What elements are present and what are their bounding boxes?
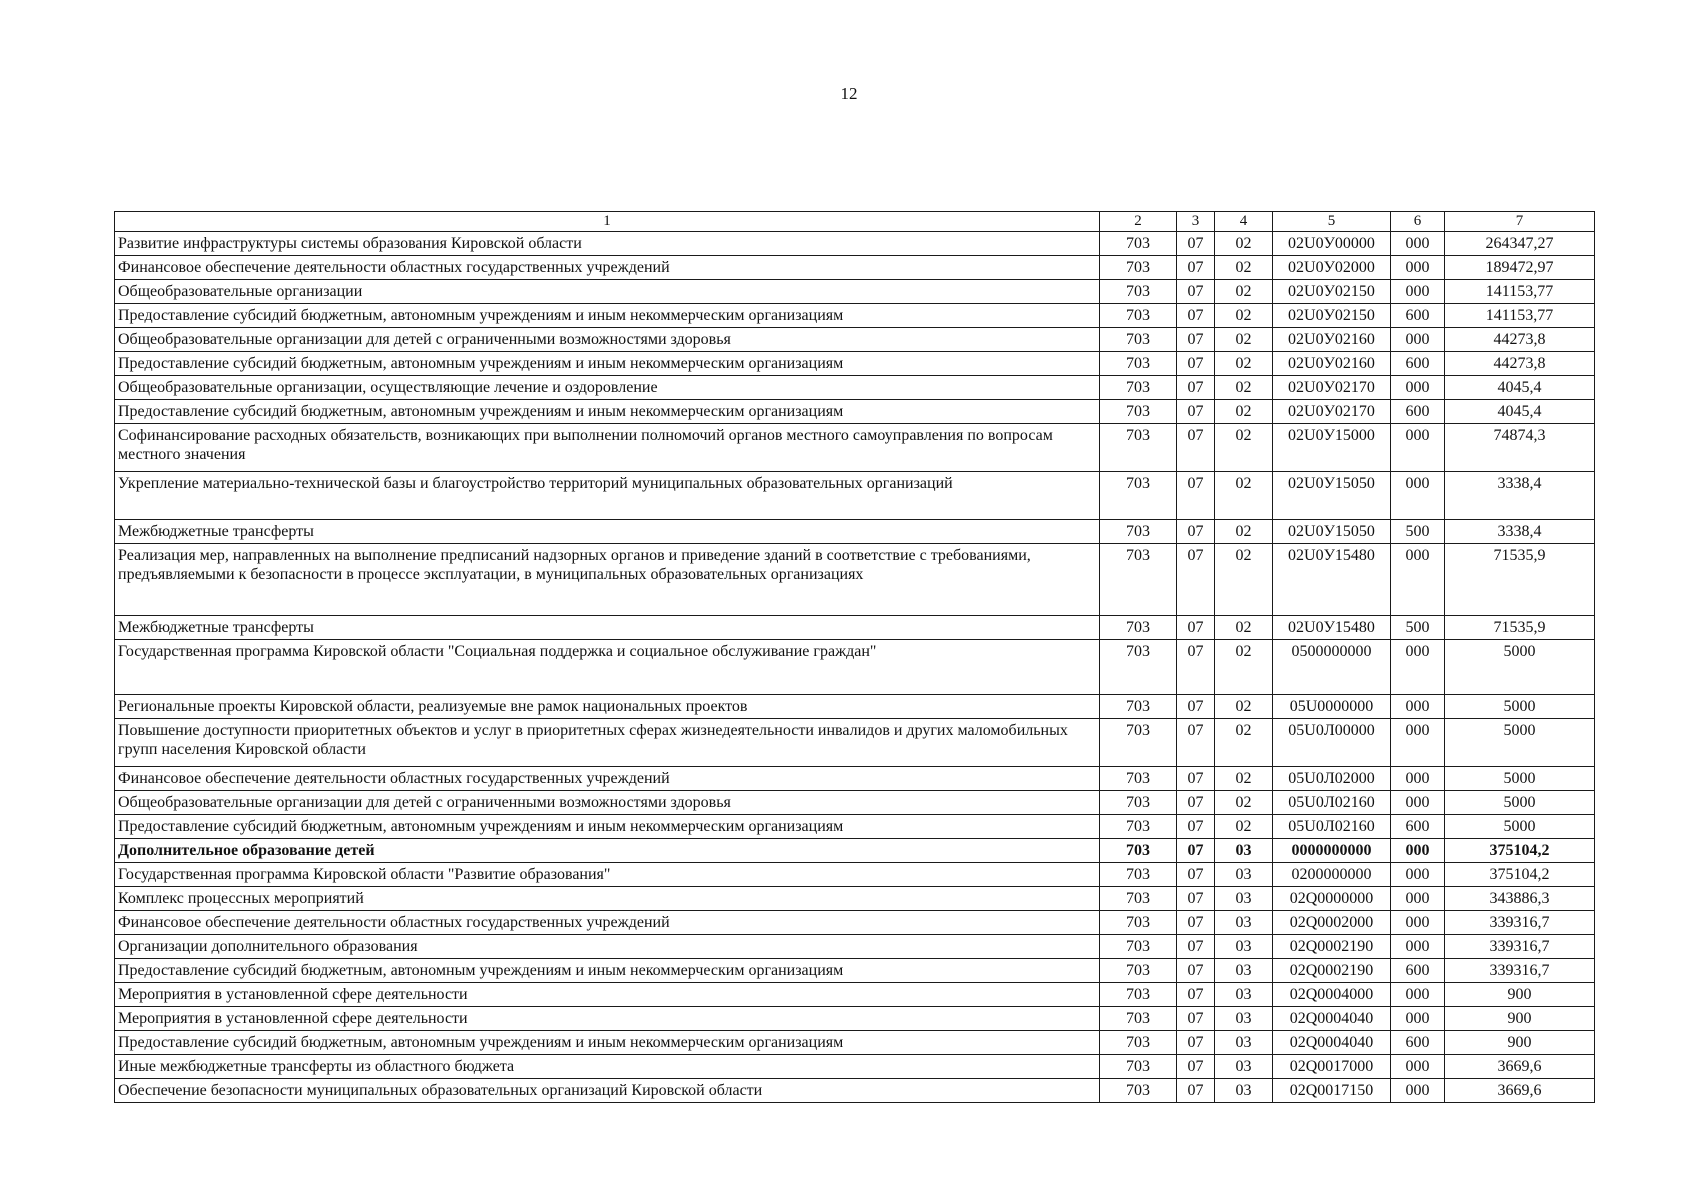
chapter-code-cell: 703 (1100, 1007, 1177, 1031)
expense-type-code-cell: 000 (1391, 1055, 1445, 1079)
subsection-code-cell: 02 (1215, 232, 1273, 256)
row-name-cell: Предоставление субсидий бюджетным, автономным учреждениям и иным некоммерческим организациям (115, 304, 1100, 328)
section-code-cell: 07 (1177, 983, 1215, 1007)
expense-type-code-cell: 600 (1391, 959, 1445, 983)
chapter-code-cell: 703 (1100, 863, 1177, 887)
expense-type-code-cell: 000 (1391, 695, 1445, 719)
amount-cell: 44273,8 (1445, 352, 1595, 376)
subsection-code-cell: 02 (1215, 304, 1273, 328)
table-row (115, 544, 1595, 616)
subsection-code-cell: 02 (1215, 352, 1273, 376)
chapter-code-cell: 703 (1100, 424, 1177, 472)
row-name-cell: Общеобразовательные организации, осуществляющие лечение и оздоровление (115, 376, 1100, 400)
amount-cell: 4045,4 (1445, 400, 1595, 424)
subsection-code-cell: 02 (1215, 328, 1273, 352)
subsection-code-cell: 03 (1215, 839, 1273, 863)
amount-cell: 900 (1445, 983, 1595, 1007)
target-article-code-cell: 0500000000 (1273, 640, 1391, 695)
column-header: 2 (1100, 212, 1177, 232)
section-code-cell: 07 (1177, 863, 1215, 887)
row-name-cell: Повышение доступности приоритетных объектов и услуг в приоритетных сферах жизнедеятельности инвалидов и других маломобильных групп населения Кировской области (115, 719, 1100, 767)
table-row (115, 839, 1595, 863)
target-article-code-cell: 05U0Л02160 (1273, 791, 1391, 815)
amount-cell: 5000 (1445, 791, 1595, 815)
expense-type-code-cell: 000 (1391, 983, 1445, 1007)
chapter-code-cell: 703 (1100, 616, 1177, 640)
row-name-cell: Общеобразовательные организации для детей с ограниченными возможностями здоровья (115, 328, 1100, 352)
section-code-cell: 07 (1177, 767, 1215, 791)
amount-cell: 375104,2 (1445, 839, 1595, 863)
section-code-cell: 07 (1177, 376, 1215, 400)
target-article-code-cell: 0200000000 (1273, 863, 1391, 887)
amount-cell: 74874,3 (1445, 424, 1595, 472)
chapter-code-cell: 703 (1100, 544, 1177, 616)
amount-cell: 4045,4 (1445, 376, 1595, 400)
table-row (115, 640, 1595, 695)
expense-type-code-cell: 000 (1391, 280, 1445, 304)
chapter-code-cell: 703 (1100, 1031, 1177, 1055)
amount-cell: 71535,9 (1445, 544, 1595, 616)
subsection-code-cell: 03 (1215, 983, 1273, 1007)
target-article-code-cell: 02Q0002190 (1273, 959, 1391, 983)
subsection-code-cell: 02 (1215, 472, 1273, 520)
chapter-code-cell: 703 (1100, 256, 1177, 280)
table-row (115, 280, 1595, 304)
chapter-code-cell: 703 (1100, 520, 1177, 544)
subsection-code-cell: 02 (1215, 256, 1273, 280)
target-article-code-cell: 05U0Л02160 (1273, 815, 1391, 839)
chapter-code-cell: 703 (1100, 695, 1177, 719)
table-row (115, 791, 1595, 815)
expense-type-code-cell: 600 (1391, 400, 1445, 424)
section-code-cell: 07 (1177, 520, 1215, 544)
table-row (115, 1031, 1595, 1055)
section-code-cell: 07 (1177, 791, 1215, 815)
section-code-cell: 07 (1177, 695, 1215, 719)
row-name-cell: Общеобразовательные организации для детей с ограниченными возможностями здоровья (115, 791, 1100, 815)
amount-cell: 339316,7 (1445, 911, 1595, 935)
table-row (115, 376, 1595, 400)
row-name-cell: Дополнительное образование детей (115, 839, 1100, 863)
subsection-code-cell: 03 (1215, 887, 1273, 911)
subsection-code-cell: 02 (1215, 616, 1273, 640)
row-name-cell: Предоставление субсидий бюджетным, автономным учреждениям и иным некоммерческим организациям (115, 815, 1100, 839)
table-row (115, 935, 1595, 959)
target-article-code-cell: 02U0У02170 (1273, 376, 1391, 400)
amount-cell: 3338,4 (1445, 520, 1595, 544)
section-code-cell: 07 (1177, 280, 1215, 304)
amount-cell: 900 (1445, 1007, 1595, 1031)
amount-cell: 375104,2 (1445, 863, 1595, 887)
amount-cell: 44273,8 (1445, 328, 1595, 352)
section-code-cell: 07 (1177, 544, 1215, 616)
target-article-code-cell: 02U0У00000 (1273, 232, 1391, 256)
chapter-code-cell: 703 (1100, 1055, 1177, 1079)
expense-type-code-cell: 600 (1391, 352, 1445, 376)
target-article-code-cell: 02Q0017000 (1273, 1055, 1391, 1079)
subsection-code-cell: 03 (1215, 863, 1273, 887)
target-article-code-cell: 02U0У15480 (1273, 544, 1391, 616)
table-row (115, 887, 1595, 911)
target-article-code-cell: 02U0У02150 (1273, 280, 1391, 304)
column-header: 4 (1215, 212, 1273, 232)
subsection-code-cell: 02 (1215, 640, 1273, 695)
target-article-code-cell: 02U0У02000 (1273, 256, 1391, 280)
target-article-code-cell: 02Q0002190 (1273, 935, 1391, 959)
amount-cell: 339316,7 (1445, 935, 1595, 959)
budget-table (114, 211, 1595, 1103)
subsection-code-cell: 03 (1215, 1031, 1273, 1055)
row-name-cell: Реализация мер, направленных на выполнение предписаний надзорных органов и приведение зданий в соответствие с требованиями, предъявляемыми к безопасности в процессе эксплуатации, в муниципальных образовательных организациях (115, 544, 1100, 616)
target-article-code-cell: 02U0У02160 (1273, 328, 1391, 352)
row-name-cell: Финансовое обеспечение деятельности областных государственных учреждений (115, 767, 1100, 791)
column-header: 1 (115, 212, 1100, 232)
column-header: 5 (1273, 212, 1391, 232)
table-row (115, 424, 1595, 472)
subsection-code-cell: 02 (1215, 520, 1273, 544)
chapter-code-cell: 703 (1100, 839, 1177, 863)
section-code-cell: 07 (1177, 640, 1215, 695)
subsection-code-cell: 03 (1215, 911, 1273, 935)
amount-cell: 141153,77 (1445, 304, 1595, 328)
section-code-cell: 07 (1177, 256, 1215, 280)
section-code-cell: 07 (1177, 935, 1215, 959)
amount-cell: 5000 (1445, 815, 1595, 839)
target-article-code-cell: 02U0У15480 (1273, 616, 1391, 640)
table-row (115, 520, 1595, 544)
target-article-code-cell: 05U0Л00000 (1273, 719, 1391, 767)
chapter-code-cell: 703 (1100, 815, 1177, 839)
expense-type-code-cell: 000 (1391, 376, 1445, 400)
expense-type-code-cell: 000 (1391, 839, 1445, 863)
table-row (115, 767, 1595, 791)
chapter-code-cell: 703 (1100, 640, 1177, 695)
page-number: 12 (840, 84, 858, 103)
subsection-code-cell: 02 (1215, 400, 1273, 424)
section-code-cell: 07 (1177, 328, 1215, 352)
row-name-cell: Предоставление субсидий бюджетным, автономным учреждениям и иным некоммерческим организациям (115, 1031, 1100, 1055)
row-name-cell: Межбюджетные трансферты (115, 520, 1100, 544)
subsection-code-cell: 03 (1215, 1055, 1273, 1079)
section-code-cell: 07 (1177, 959, 1215, 983)
table-row (115, 983, 1595, 1007)
amount-cell: 189472,97 (1445, 256, 1595, 280)
row-name-cell: Предоставление субсидий бюджетным, автономным учреждениям и иным некоммерческим организациям (115, 352, 1100, 376)
row-name-cell: Предоставление субсидий бюджетным, автономным учреждениям и иным некоммерческим организациям (115, 400, 1100, 424)
amount-cell: 3669,6 (1445, 1079, 1595, 1103)
row-name-cell: Финансовое обеспечение деятельности областных государственных учреждений (115, 256, 1100, 280)
amount-cell: 5000 (1445, 719, 1595, 767)
expense-type-code-cell: 500 (1391, 616, 1445, 640)
subsection-code-cell: 02 (1215, 695, 1273, 719)
row-name-cell: Общеобразовательные организации (115, 280, 1100, 304)
chapter-code-cell: 703 (1100, 280, 1177, 304)
chapter-code-cell: 703 (1100, 232, 1177, 256)
target-article-code-cell: 02U0У02160 (1273, 352, 1391, 376)
expense-type-code-cell: 600 (1391, 1031, 1445, 1055)
chapter-code-cell: 703 (1100, 983, 1177, 1007)
expense-type-code-cell: 000 (1391, 472, 1445, 520)
row-name-cell: Мероприятия в установленной сфере деятельности (115, 1007, 1100, 1031)
amount-cell: 3338,4 (1445, 472, 1595, 520)
column-header: 3 (1177, 212, 1215, 232)
table-row (115, 1007, 1595, 1031)
subsection-code-cell: 02 (1215, 376, 1273, 400)
row-name-cell: Иные межбюджетные трансферты из областного бюджета (115, 1055, 1100, 1079)
section-code-cell: 07 (1177, 424, 1215, 472)
subsection-code-cell: 02 (1215, 424, 1273, 472)
row-name-cell: Межбюджетные трансферты (115, 616, 1100, 640)
table-row (115, 256, 1595, 280)
table-row (115, 328, 1595, 352)
expense-type-code-cell: 000 (1391, 767, 1445, 791)
section-code-cell: 07 (1177, 1031, 1215, 1055)
table-row (115, 911, 1595, 935)
table-row (115, 232, 1595, 256)
chapter-code-cell: 703 (1100, 376, 1177, 400)
budget-table-body (115, 232, 1595, 1103)
expense-type-code-cell: 000 (1391, 887, 1445, 911)
row-name-cell: Софинансирование расходных обязательств, возникающих при выполнении полномочий органов местного самоуправления по вопросам местного значения (115, 424, 1100, 472)
expense-type-code-cell: 500 (1391, 520, 1445, 544)
table-header-row (115, 212, 1595, 232)
target-article-code-cell: 0000000000 (1273, 839, 1391, 863)
table-row (115, 352, 1595, 376)
row-name-cell: Обеспечение безопасности муниципальных образовательных организаций Кировской области (115, 1079, 1100, 1103)
section-code-cell: 07 (1177, 616, 1215, 640)
target-article-code-cell: 02U0У15050 (1273, 472, 1391, 520)
expense-type-code-cell: 000 (1391, 256, 1445, 280)
subsection-code-cell: 02 (1215, 719, 1273, 767)
target-article-code-cell: 02U0У02170 (1273, 400, 1391, 424)
table-row (115, 863, 1595, 887)
chapter-code-cell: 703 (1100, 328, 1177, 352)
target-article-code-cell: 02Q0004040 (1273, 1031, 1391, 1055)
row-name-cell: Предоставление субсидий бюджетным, автономным учреждениям и иным некоммерческим организациям (115, 959, 1100, 983)
amount-cell: 141153,77 (1445, 280, 1595, 304)
expense-type-code-cell: 000 (1391, 791, 1445, 815)
expense-type-code-cell: 000 (1391, 863, 1445, 887)
column-header: 7 (1445, 212, 1595, 232)
subsection-code-cell: 03 (1215, 959, 1273, 983)
section-code-cell: 07 (1177, 1055, 1215, 1079)
table-row (115, 616, 1595, 640)
section-code-cell: 07 (1177, 1079, 1215, 1103)
table-row (115, 1055, 1595, 1079)
chapter-code-cell: 703 (1100, 911, 1177, 935)
row-name-cell: Комплекс процессных мероприятий (115, 887, 1100, 911)
chapter-code-cell: 703 (1100, 304, 1177, 328)
chapter-code-cell: 703 (1100, 887, 1177, 911)
expense-type-code-cell: 000 (1391, 328, 1445, 352)
table-row (115, 719, 1595, 767)
table-row (115, 959, 1595, 983)
target-article-code-cell: 02Q0004040 (1273, 1007, 1391, 1031)
subsection-code-cell: 02 (1215, 544, 1273, 616)
column-header: 6 (1391, 212, 1445, 232)
target-article-code-cell: 02Q0000000 (1273, 887, 1391, 911)
expense-type-code-cell: 600 (1391, 815, 1445, 839)
row-name-cell: Региональные проекты Кировской области, реализуемые вне рамок национальных проектов (115, 695, 1100, 719)
target-article-code-cell: 02U0У15050 (1273, 520, 1391, 544)
expense-type-code-cell: 000 (1391, 935, 1445, 959)
subsection-code-cell: 02 (1215, 791, 1273, 815)
amount-cell: 71535,9 (1445, 616, 1595, 640)
table-row (115, 400, 1595, 424)
expense-type-code-cell: 000 (1391, 719, 1445, 767)
table-row (115, 304, 1595, 328)
row-name-cell: Организации дополнительного образования (115, 935, 1100, 959)
table-row (115, 1079, 1595, 1103)
table-row (115, 472, 1595, 520)
expense-type-code-cell: 000 (1391, 424, 1445, 472)
target-article-code-cell: 02U0У02150 (1273, 304, 1391, 328)
chapter-code-cell: 703 (1100, 959, 1177, 983)
chapter-code-cell: 703 (1100, 935, 1177, 959)
row-name-cell: Государственная программа Кировской области "Развитие образования" (115, 863, 1100, 887)
expense-type-code-cell: 000 (1391, 232, 1445, 256)
subsection-code-cell: 03 (1215, 1007, 1273, 1031)
section-code-cell: 07 (1177, 472, 1215, 520)
chapter-code-cell: 703 (1100, 400, 1177, 424)
target-article-code-cell: 05U0Л02000 (1273, 767, 1391, 791)
amount-cell: 5000 (1445, 695, 1595, 719)
chapter-code-cell: 703 (1100, 472, 1177, 520)
target-article-code-cell: 02U0У15000 (1273, 424, 1391, 472)
section-code-cell: 07 (1177, 719, 1215, 767)
section-code-cell: 07 (1177, 887, 1215, 911)
amount-cell: 264347,27 (1445, 232, 1595, 256)
row-name-cell: Финансовое обеспечение деятельности областных государственных учреждений (115, 911, 1100, 935)
amount-cell: 900 (1445, 1031, 1595, 1055)
chapter-code-cell: 703 (1100, 1079, 1177, 1103)
amount-cell: 5000 (1445, 640, 1595, 695)
amount-cell: 339316,7 (1445, 959, 1595, 983)
section-code-cell: 07 (1177, 1007, 1215, 1031)
subsection-code-cell: 02 (1215, 280, 1273, 304)
chapter-code-cell: 703 (1100, 767, 1177, 791)
expense-type-code-cell: 000 (1391, 1007, 1445, 1031)
section-code-cell: 07 (1177, 352, 1215, 376)
expense-type-code-cell: 600 (1391, 304, 1445, 328)
section-code-cell: 07 (1177, 815, 1215, 839)
target-article-code-cell: 02Q0002000 (1273, 911, 1391, 935)
amount-cell: 3669,6 (1445, 1055, 1595, 1079)
row-name-cell: Развитие инфраструктуры системы образования Кировской области (115, 232, 1100, 256)
row-name-cell: Мероприятия в установленной сфере деятельности (115, 983, 1100, 1007)
section-code-cell: 07 (1177, 232, 1215, 256)
subsection-code-cell: 02 (1215, 815, 1273, 839)
expense-type-code-cell: 000 (1391, 1079, 1445, 1103)
subsection-code-cell: 03 (1215, 1079, 1273, 1103)
table-row (115, 815, 1595, 839)
chapter-code-cell: 703 (1100, 791, 1177, 815)
section-code-cell: 07 (1177, 400, 1215, 424)
subsection-code-cell: 03 (1215, 935, 1273, 959)
expense-type-code-cell: 000 (1391, 544, 1445, 616)
row-name-cell: Государственная программа Кировской области "Социальная поддержка и социальное обслуживание граждан" (115, 640, 1100, 695)
target-article-code-cell: 02Q0017150 (1273, 1079, 1391, 1103)
section-code-cell: 07 (1177, 839, 1215, 863)
amount-cell: 343886,3 (1445, 887, 1595, 911)
target-article-code-cell: 02Q0004000 (1273, 983, 1391, 1007)
chapter-code-cell: 703 (1100, 719, 1177, 767)
section-code-cell: 07 (1177, 911, 1215, 935)
amount-cell: 5000 (1445, 767, 1595, 791)
expense-type-code-cell: 000 (1391, 911, 1445, 935)
expense-type-code-cell: 000 (1391, 640, 1445, 695)
chapter-code-cell: 703 (1100, 352, 1177, 376)
subsection-code-cell: 02 (1215, 767, 1273, 791)
section-code-cell: 07 (1177, 304, 1215, 328)
row-name-cell: Укрепление материально-технической базы и благоустройство территорий муниципальных образовательных организаций (115, 472, 1100, 520)
target-article-code-cell: 05U0000000 (1273, 695, 1391, 719)
table-row (115, 695, 1595, 719)
